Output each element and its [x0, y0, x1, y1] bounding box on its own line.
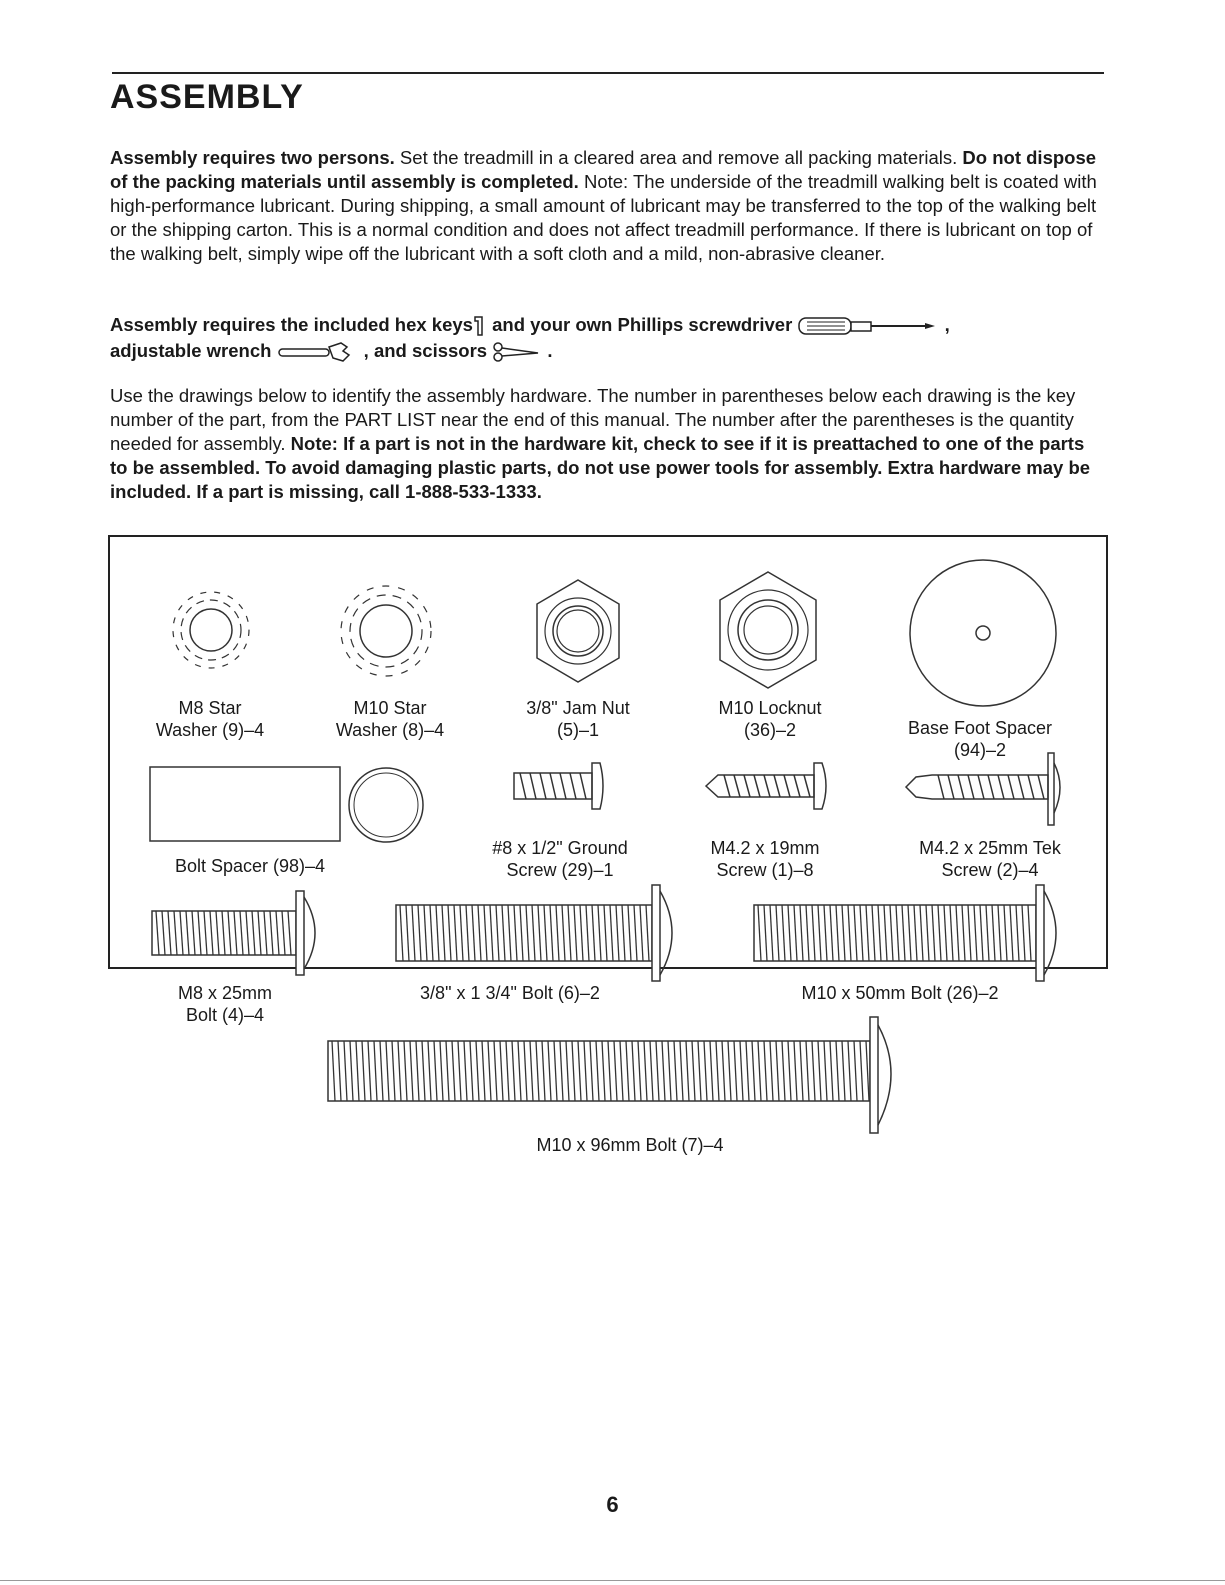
- page-title: ASSEMBLY: [110, 78, 304, 116]
- tools-text-6: .: [542, 340, 553, 361]
- usage-text-1: Use the drawings below to identify the assembly hardware. The number in parentheses below each drawing is the key number of the part, from the PART LIST near the end of this manual. The number after the parentheses is the quantity needed for assembly.: [110, 385, 1076, 454]
- tools-text-2: and your own Phillips screwdriver: [486, 314, 793, 335]
- bolt-38-icon: [392, 883, 680, 983]
- m10-star-washer-icon: [338, 583, 434, 679]
- m8-25mm-bolt-label: M8 x 25mm Bolt (4)–4: [177, 983, 273, 1025]
- m10-96mm-bolt-icon: [324, 1015, 906, 1135]
- jam-nut-icon: [533, 577, 623, 685]
- intro-text-2: Set the treadmill in a cleared area and remove all packing materials.: [394, 147, 963, 168]
- locknut-label: M10 Locknut (36)–2: [718, 698, 822, 740]
- hardware-panel: [108, 535, 1108, 1155]
- m8-25mm-bolt-icon: [148, 887, 326, 979]
- ground-screw-label: #8 x 1/2" Ground Screw (29)–1: [492, 838, 628, 880]
- screwdriver-icon: [797, 315, 939, 337]
- hex-key-icon: [473, 315, 487, 337]
- usage-paragraph: [110, 384, 1105, 504]
- scissors-icon: [492, 341, 542, 363]
- page-number: 6: [606, 1492, 619, 1517]
- m10-star-washer-label: M10 Star Washer (8)–4: [335, 698, 445, 740]
- tools-text-4: adjustable wrench: [110, 340, 272, 361]
- usage-bold-2: Note: If a part is not in the hardware kit, check to see if it is preattached to one of the parts to be assembled. To avoid damaging plastic parts, do not use power tools for assembly. Extra hardware may be included. If a part is missing, call 1-888-533-1333.: [110, 433, 1091, 502]
- m10-50mm-bolt-icon: [750, 883, 1066, 983]
- intro-bold-3: Do not dispose of the packing materials until assembly is completed.: [110, 147, 1097, 192]
- base-foot-spacer-icon: [907, 557, 1059, 709]
- m8-star-washer-label: M8 Star Washer (9)–4: [155, 698, 265, 740]
- bolt-spacer-icon: [148, 765, 434, 845]
- m10-50mm-bolt-label: M10 x 50mm Bolt (26)–2: [801, 983, 999, 1003]
- locknut-icon: [716, 569, 820, 691]
- ground-screw-icon: [510, 749, 610, 829]
- tek-screw-label: M4.2 x 25mm Tek Screw (2)–4: [919, 838, 1061, 880]
- tools-text-1: Assembly requires the included hex keys: [110, 314, 473, 335]
- intro-bold-1: Assembly requires two persons.: [110, 147, 395, 168]
- jam-nut-label: 3/8" Jam Nut (5)–1: [526, 698, 630, 740]
- bolt-spacer-label: Bolt Spacer (98)–4: [174, 856, 326, 876]
- adjustable-wrench-icon: [277, 341, 359, 363]
- m8-star-washer-icon: [170, 589, 252, 671]
- bottom-rule: [0, 1580, 1225, 1581]
- intro-paragraph: [110, 146, 1105, 266]
- tools-paragraph: [110, 312, 1105, 364]
- m4-19mm-screw-icon: [702, 749, 842, 829]
- tools-text-3: ,: [939, 314, 950, 335]
- tools-text-5: , and scissors: [358, 340, 488, 361]
- m10-96mm-bolt-label: M10 x 96mm Bolt (7)–4: [536, 1135, 724, 1155]
- m4-19mm-screw-label: M4.2 x 19mm Screw (1)–8: [710, 838, 820, 880]
- intro-text-4: Note: The underside of the treadmill walking belt is coated with high-performance lubricant. During shipping, a small amount of lubricant may be transferred to the top of the walking belt or the shipping carton. This is a normal condition and does not affect treadmill performance. If there is lubricant on top of the walking belt, simply wipe off the lubricant with a soft cloth and a mild, non-abrasive cleaner.: [110, 171, 1097, 264]
- tek-screw-icon: [902, 747, 1074, 831]
- bolt-38-label: 3/8" x 1 3/4" Bolt (6)–2: [420, 983, 600, 1003]
- header-rule: [112, 72, 1104, 74]
- base-foot-spacer-label: Base Foot Spacer (94)–2: [907, 718, 1053, 760]
